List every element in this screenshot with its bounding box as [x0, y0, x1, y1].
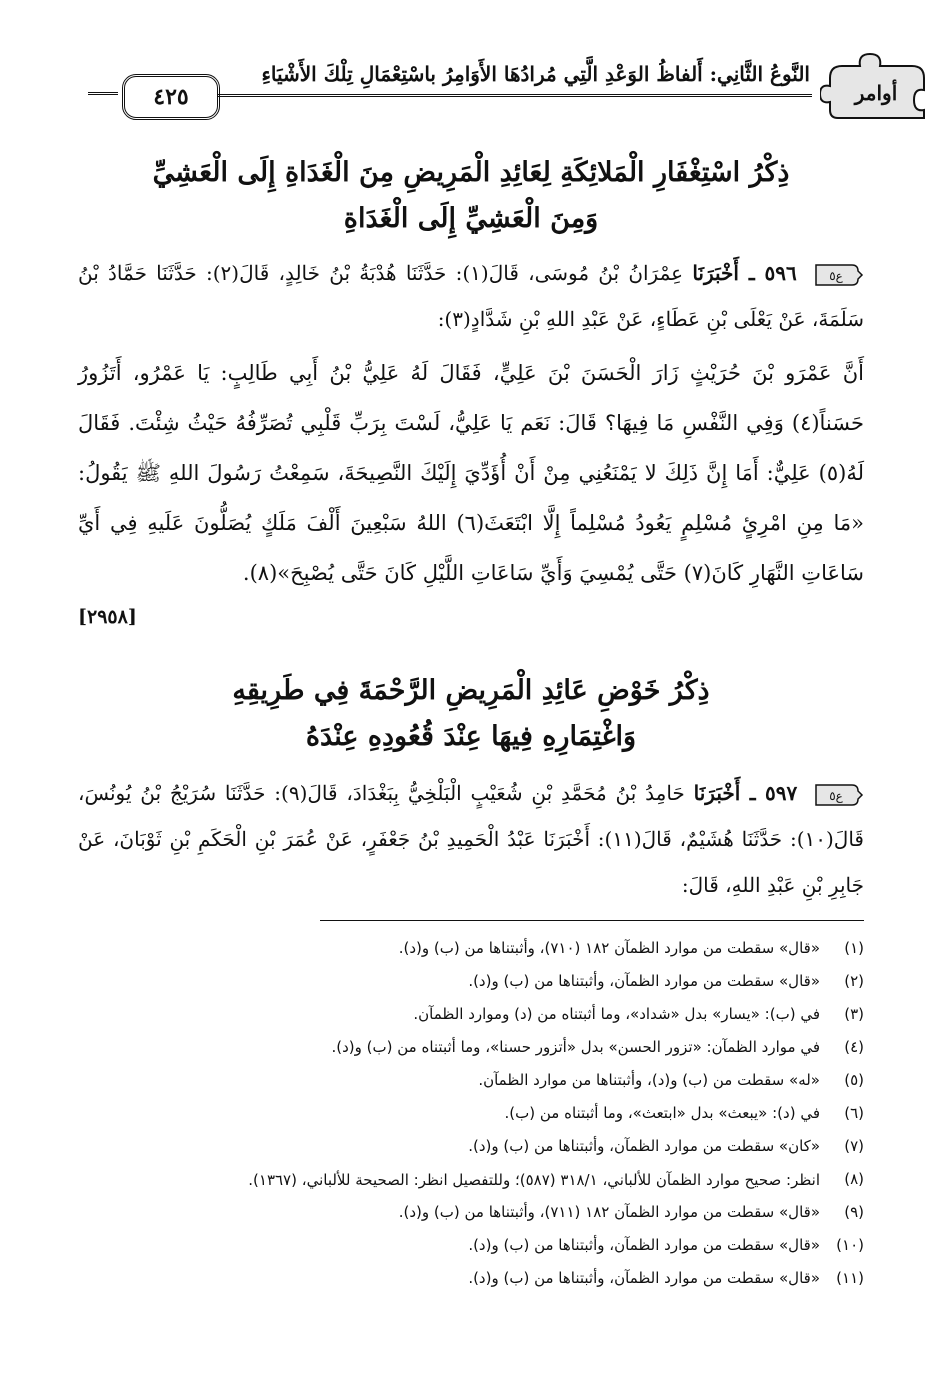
hadith-596-matn	[78, 348, 864, 598]
hadith-number: ٥٩٦ ـ أَخْبَرَنَا	[692, 261, 797, 285]
isnad-text: حَامِدُ بْنُ مُحَمَّدِ بْنِ شُعَيْبٍ الْبَلْخِيُّ بِبَغْدَادَ، قَالَ(٩): حَدَّثَنَا سُرَيْجُ بْنُ يُونُسَ، قَالَ(١٠): حَدَّثَنَا هُشَيْمٌ، قَالَ(١١): أَخْبَرَنَا عَبْدُ الْحَمِيدِ بْنُ جَعْفَرٍ، عَنْ عُمَرَ بْنِ الْحَكَمِ بْنِ ثَوْبَانَ، عَنْ جَابِرِ بْنِ عَبْدِ اللهِ، قَالَ:	[78, 781, 864, 897]
footnote: (٤) في موارد الظمآن: «تزور الحسن» بدل «أتزور حسنا»، وما أثبتناه من (ب) و(د).	[331, 1038, 864, 1056]
chapter-heading-2	[70, 668, 872, 760]
footnote: (٨) انظر: صحيح موارد الظمآن للألباني، ٣١٨/١ (٥٨٧)؛ وللتفصيل انظر: الصحيحة للألباني، (١٣٦٧).	[248, 1170, 864, 1189]
hadith-597-isnad	[78, 770, 864, 908]
isnad-text: عِمْرَانُ بْنُ مُوسَى، قَالَ(١): حَدَّثَنَا هُدْبَةُ بْنُ خَالِدٍ، قَالَ(٢): حَدَّثَنَا حَمَّادُ بْنُ سَلَمَةَ، عَنْ يَعْلَى بْنِ عَطَاءٍ، عَنْ عَبْدِ اللهِ بْنِ شَدَّادٍ(٣):	[78, 261, 864, 331]
hadith-number: ٥٩٧ ـ أَخْبَرَنَا	[693, 781, 798, 805]
footnote: (١٠) «قال» سقطت من موارد الظمآن، وأثبتناها من (ب) و(د).	[468, 1236, 864, 1254]
matn-text: أَنَّ عَمْرَو بْنَ حُرَيْثٍ زَارَ الْحَسَنَ بْنَ عَلِيٍّ، فَقَالَ لَهُ عَلِيُّ بْنُ أَبِي طَالِبٍ: يَا عَمْرُو، أَتَزُورُ حَسَناً(٤) وَفِي النَّفْسِ مَا فِيهَا؟ قَالَ: نَعَم يَا عَلِيُّ، لَسْتَ بِرَبِّ قَلْبِي تُصَرِّفُهُ حَيْثُ شِئْتَ. فَقَالَ لَهُ(٥) عَلِيٌّ: أَمَا إِنَّ ذَلِكَ لا يَمْنَعُنِي مِنْ أَنْ أُؤَدِّيَ إِلَيْكَ النَّصِيحَةَ، سَمِعْتُ رَسُولَ اللهِ ﷺ يَقُولُ: «مَا مِنِ امْرِئٍ مُسْلِمٍ يَعُودُ مُسْلِماً إِلَّا ابْتَعَثَ(٦) اللهُ سَبْعِينَ أَلْفَ مَلَكٍ يُصَلُّونَ عَلَيهِ فِي أَيِّ سَاعَاتِ النَّهَارِ كَانَ(٧) حَتَّى يُمْسِيَ وَأَيِّ سَاعَاتِ اللَّيْلِ كَانَ حَتَّى يُصْبِحَ»(٨).	[78, 361, 864, 585]
puzzle-piece-icon	[820, 48, 930, 128]
heading-line: وَاغْتِمَارِهِ فِيهَا عِنْدَ قُعُودِهِ عِنْدَهُ	[305, 721, 637, 752]
footnote: (٩) «قال» سقطت من موارد الظمآن ١٨٢ (٧١١)، وأثبتناها من (ب) و(د).	[398, 1203, 864, 1221]
heading-line: ذِكْرُ اسْتِغْفَارِ الْمَلائِكَةِ لِعَائِدِ الْمَرِيضِ مِنَ الْغَدَاةِ إِلَى الْعَشِيِّ	[152, 157, 790, 188]
heading-line: وَمِنَ الْعَشِيِّ إِلَى الْغَدَاةِ	[343, 203, 599, 234]
footnote: (٥) «له» سقطت من (ب) و(د)، وأثبتناها من موارد الظمآن.	[478, 1071, 864, 1089]
footnote-separator	[320, 920, 864, 921]
header-rule	[218, 94, 812, 97]
header-rule-left	[88, 92, 118, 95]
page-number: ٤٢٥	[122, 74, 220, 120]
footnote: (٦) في (د): «يبعث» بدل «ابتعث»، وما أثبتناه من (ب).	[504, 1104, 864, 1122]
hadith-596-isnad	[78, 250, 864, 342]
footnote: (٢) «قال» سقطت من موارد الظمآن، وأثبتناها من (ب) و(د).	[468, 972, 864, 990]
chapter-heading-1	[70, 150, 872, 242]
footnote: (٣) في (ب): «يسار» بدل «شداد»، وما أثبتناه من (د) وموارد الظمآن.	[413, 1005, 864, 1023]
footnote: (١١) «قال» سقطت من موارد الظمآن، وأثبتناها من (ب) و(د).	[468, 1269, 864, 1287]
hadith-badge-icon	[812, 781, 864, 809]
hadith-badge-icon	[812, 261, 864, 289]
heading-line: ذِكْرُ خَوْضِ عَائِدِ الْمَرِيضِ الرَّحْمَةَ فِي طَرِيقِهِ	[232, 675, 710, 706]
corner-label: أوامر	[854, 81, 898, 105]
page-header	[60, 48, 930, 118]
badge-label: ع٥	[829, 788, 843, 803]
footnote: (١) «قال» سقطت من موارد الظمآن ١٨٢ (٧١٠)، وأثبتناها من (ب) و(د).	[398, 939, 864, 957]
running-title: النَّوعُ الثَّانِي: أَلفاظُ الوَعْدِ الَّتِي مُرادُهَا الأَوَامِرُ باسْتِعْمَالِ تِلْكَ الأَشْيَاءِ	[261, 62, 810, 86]
footnotes	[78, 932, 864, 1295]
footnote: (٧) «كان» سقطت من موارد الظمآن، وأثبتناها من (ب) و(د).	[468, 1137, 864, 1155]
badge-label: ع٥	[829, 268, 843, 283]
hadith-reference: [٢٩٥٨]	[78, 606, 137, 628]
